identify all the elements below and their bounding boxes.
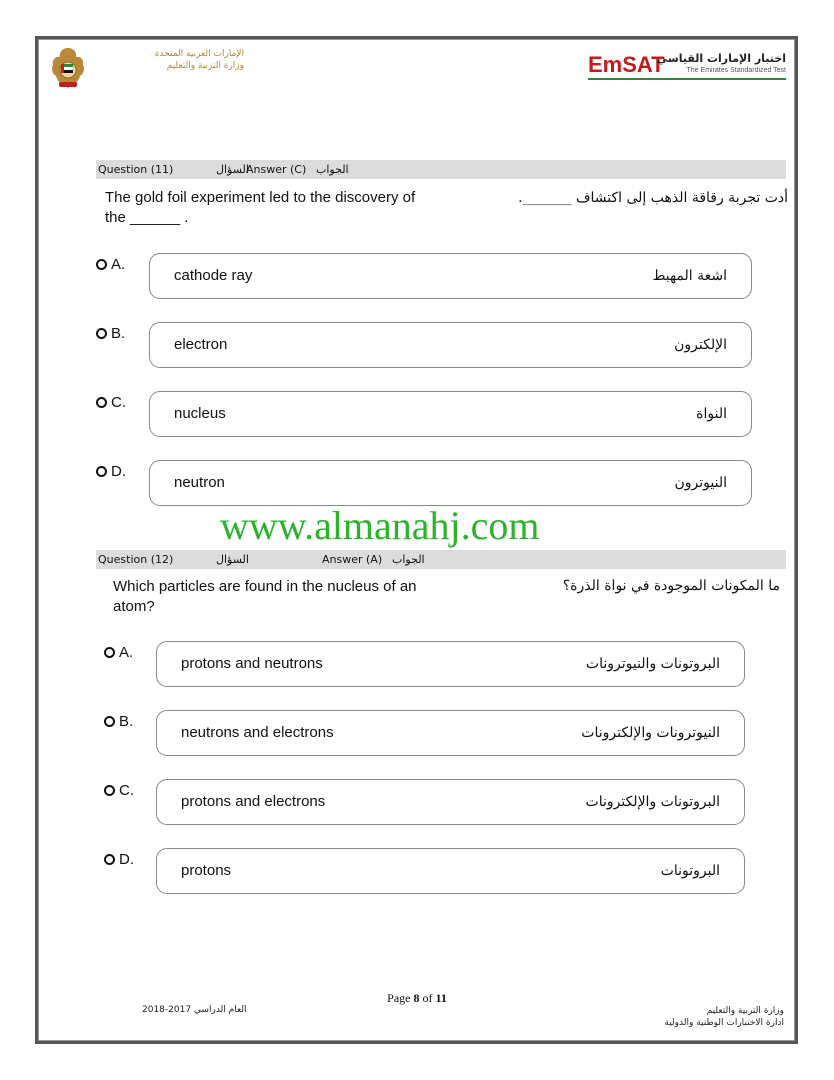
ministry-header (94, 48, 244, 72)
q11-option-a-en: cathode ray (174, 267, 253, 284)
q11-option-c-radio[interactable] (96, 394, 126, 411)
emsat-arabic-title: اختبار الإمارات القياسي (656, 52, 786, 65)
q11-option-b[interactable] (149, 322, 752, 368)
q11-option-d-letter: D. (111, 463, 126, 480)
q12-option-d-ar: البروتونات (660, 863, 720, 879)
footer-ministry (534, 1005, 784, 1029)
radio-circle-icon (104, 854, 115, 865)
q11-option-b-radio[interactable] (96, 325, 125, 342)
question-12-bar (96, 550, 786, 569)
footer-ministry-line2: ادارة الاختبارات الوطنية والدولية (664, 1018, 784, 1028)
q12-option-b-radio[interactable] (104, 713, 133, 730)
question-12-answer: Answer (A) (322, 553, 383, 566)
q11-option-a-radio[interactable] (96, 256, 125, 273)
q11-option-c-en: nucleus (174, 405, 226, 422)
question-11-text-en (105, 188, 465, 228)
question-12-text-en-line1: Which particles are found in the nucleus of an (113, 578, 417, 595)
q11-option-a[interactable] (149, 253, 752, 299)
q12-option-b[interactable] (156, 710, 745, 756)
q11-option-c-letter: C. (111, 394, 126, 411)
q12-option-a[interactable] (156, 641, 745, 687)
emsat-header (588, 50, 786, 82)
q11-option-a-ar: اشعة المهبط (652, 268, 727, 284)
q11-option-b-letter: B. (111, 325, 126, 342)
q12-option-a-letter: A. (119, 644, 134, 661)
emsat-underline (588, 78, 786, 80)
q11-option-d[interactable] (149, 460, 752, 506)
q12-option-c-en: protons and electrons (181, 793, 326, 810)
radio-circle-icon (96, 466, 107, 477)
ministry-header-line2: وزارة التربية والتعليم (166, 61, 244, 71)
question-11-text-en-line1: The gold foil experiment led to the discovery of (105, 189, 416, 206)
q12-option-a-radio[interactable] (104, 644, 133, 661)
watermark: www.almanahj.com (220, 503, 540, 548)
question-12-text-en (113, 577, 473, 617)
question-11-label: Question (11) (98, 163, 174, 176)
question-12-label: Question (12) (98, 553, 174, 566)
q12-option-a-en: protons and neutrons (181, 655, 323, 672)
q12-option-c-letter: C. (119, 782, 134, 799)
page-total: 11 (435, 991, 447, 1005)
q12-option-b-en: neutrons and electrons (181, 724, 334, 741)
radio-circle-icon (104, 716, 115, 727)
question-12-text-en-line2: atom? (113, 598, 155, 615)
emsat-english-title: The Emirates Standardized Test (686, 67, 786, 74)
q11-option-b-ar: الإلكترون (674, 337, 727, 353)
question-12-label-ar: السؤال (216, 553, 249, 566)
question-11-text-ar: أدت تجربة رقاقة الذهب إلى اكتشاف _______. (518, 190, 788, 206)
question-12-text-ar: ما المكونات الموجودة في نواة الذرة؟ (562, 578, 780, 594)
q12-option-d-radio[interactable] (104, 851, 134, 868)
q11-option-d-en: neutron (174, 474, 225, 491)
question-11-text-en-line2: the ______ . (105, 209, 189, 226)
q11-option-d-ar: النيوترون (674, 475, 727, 491)
q11-option-c-ar: النواة (696, 406, 727, 422)
q12-option-c-radio[interactable] (104, 782, 134, 799)
q11-option-c[interactable] (149, 391, 752, 437)
q12-option-b-ar: النيوترونات والإلكترونات (581, 725, 720, 741)
question-11-answer-ar: الجواب (316, 163, 349, 176)
q11-option-a-letter: A. (111, 256, 126, 273)
footer-academic-year: العام الدراسي 2017-2018 (142, 1005, 247, 1015)
question-12-answer-ar: الجواب (392, 553, 425, 566)
q12-option-d-en: protons (181, 862, 232, 879)
ministry-header-line1: الإمارات العربية المتحدة (154, 49, 244, 59)
page-number (0, 991, 834, 1006)
page-of: of (422, 991, 433, 1005)
q12-option-d[interactable] (156, 848, 745, 894)
q12-option-c[interactable] (156, 779, 745, 825)
radio-circle-icon (96, 397, 107, 408)
page-current: 8 (413, 991, 420, 1005)
question-11-bar (96, 160, 786, 179)
page-prefix: Page (387, 991, 411, 1005)
q11-option-d-radio[interactable] (96, 463, 126, 480)
footer-ministry-line1: وزارة التربية والتعليم (706, 1006, 784, 1016)
question-11-answer: Answer (C) (246, 163, 307, 176)
q12-option-a-ar: البروتونات والنيوترونات (585, 656, 720, 672)
q12-option-d-letter: D. (119, 851, 134, 868)
q12-option-b-letter: B. (119, 713, 134, 730)
q11-option-b-en: electron (174, 336, 228, 353)
radio-circle-icon (104, 785, 115, 796)
uae-emblem-icon (49, 44, 87, 90)
radio-circle-icon (96, 328, 107, 339)
q12-option-c-ar: البروتونات والإلكترونات (585, 794, 720, 810)
emsat-logo: EmSAT (588, 52, 665, 77)
radio-circle-icon (96, 259, 107, 270)
question-11-label-ar: السؤال (216, 163, 249, 176)
radio-circle-icon (104, 647, 115, 658)
